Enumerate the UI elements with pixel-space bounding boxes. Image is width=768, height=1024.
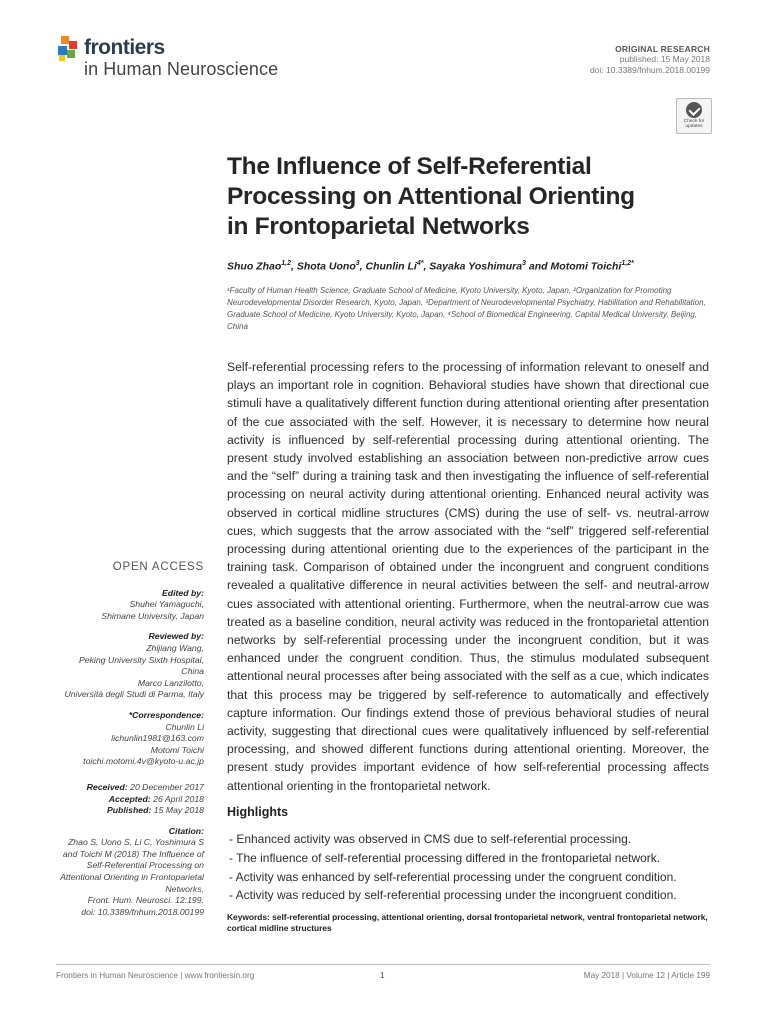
title-line: The Influence of Self-Referential	[227, 153, 592, 180]
citation-line: Attentional Orienting in Frontoparietal	[60, 872, 204, 883]
accepted-value: 26 April 2018	[153, 793, 204, 804]
footer-issue-info: May 2018 | Volume 12 | Article 199	[583, 971, 710, 980]
author-sup: 1,2*	[621, 260, 634, 267]
correspondent-name: Chunlin Li	[165, 721, 204, 732]
citation-line: Zhao S, Uono S, Li C, Yoshimura S	[67, 837, 204, 848]
highlights-heading: Highlights	[227, 805, 289, 819]
article-meta	[450, 44, 710, 76]
author-sep: and	[526, 260, 551, 273]
author-name[interactable]: Sayaka Yoshimura	[429, 260, 523, 273]
citation-doi-link[interactable]: doi: 10.3389/fnhum.2018.00199	[81, 906, 204, 917]
frontiers-logo-icon	[56, 36, 82, 62]
highlight-item: - Enhanced activity was observed in CMS due to self-referential processing.	[229, 832, 632, 846]
author-name[interactable]: Motomi Toichi	[550, 260, 622, 273]
accepted-date	[40, 794, 204, 806]
doi-link[interactable]: doi: 10.3389/fnhum.2018.00199	[589, 65, 710, 75]
logo-journal-text: in Human Neuroscience	[84, 59, 279, 79]
published-value: 15 May 2018	[153, 805, 204, 816]
correspondent-name: Motomi Toichi	[150, 744, 204, 755]
author-sup: 3	[522, 260, 527, 267]
title-line: in Frontoparietal Networks	[227, 213, 530, 240]
citation-line: Networks.	[165, 883, 204, 894]
abstract-text: Self-referential processing refers to the processing of information relevant to oneself and plays an important role in cognition. Behavioral studies have shown that directional cue stimuli have a qualitatively different function during attentional orienting after presentation of the cue associated with the self. However, it is necessary to determine how neural activity is influenced by self-referential processing during attentional orienting. The present study involved establishing an association between non-predictive arrow cues and the “self” during a training task and then investigating the influence of self-referential processing on neural activity during attentional orienting. Enhanced neural activity was observed in cortical midline structures (CMS) during the use of self- vs. neutral-arrow cues, which suggests that the arrow associated with the “self” triggered self-referential processing during attentional orienting due to the experiences of the participant in the training task. Comparison of obtained under the incongruent and congruent conditions revealed a qualitative difference in neural activities between the self- and neutral-arrow cues associated with attentional orienting. Furthermore, when the neutral-arrow cue was treated as a baseline condition, neural activity was reduced in the frontoparietal attention networks by self-referential processing under the incongruent condition, but it was enhanced under the congruent condition. Thus, the stimulus modulated subsequent attentional neural processes after being associated with the self as a cue, which indicates that this process may be triggered by self-reference to automatically and effectively capture information. Our findings extend those of previous behavioral studies of neural activity, suggesting that directional cues were qualitatively influenced by self-referential processing, and showed different functions during attentional orienting. Moreover, the present study provides important evidence of how self-referential processing affects attentional orienting in the frontoparietal network.	[227, 360, 709, 793]
footer-divider	[56, 964, 710, 965]
author-name[interactable]: Shuo Zhao	[227, 260, 282, 273]
highlight-item: - Activity was enhanced by self-referential processing under the congruent condition.	[229, 869, 677, 884]
article-sidebar	[40, 562, 204, 918]
editor-name: Shuhei Yamaguchi,	[129, 599, 204, 610]
affiliations: ¹Faculty of Human Health Science, Graduate School of Medicine, Kyoto University, Kyoto, Japan, ²Organization for Promoting Neurodevelopmental Disorder Research, Kyoto, Japan, ³Department of Neurodevelopmental Psychiatry, Habilitation and Rehabilitation, Graduate School of Medicine, Kyoto University, Kyoto, Japan, ⁴School of Biomedical Engineering, Capital Medical University, Beijing, China	[227, 286, 706, 331]
journal-logo	[56, 34, 296, 84]
badge-label-1: Check for	[683, 119, 705, 124]
received-value: 20 December 2017	[130, 781, 204, 792]
keywords: Keywords: self-referential processing, attentional orienting, dorsal frontoparietal network, ventral frontoparietal network, cortical midline structures	[227, 912, 708, 933]
reviewer-name: Marco Lanzilotto,	[137, 677, 204, 688]
reviewer-affiliation: China	[181, 666, 204, 677]
editor-affiliation: Shimane University, Japan	[101, 610, 204, 621]
citation-line: Front. Hum. Neurosci. 12:199.	[87, 895, 204, 906]
title-line: Processing on Attentional Orienting	[227, 183, 635, 210]
article-type: ORIGINAL RESEARCH	[615, 44, 710, 54]
article-title	[227, 152, 717, 242]
correspondence-label: *Correspondence:	[128, 709, 204, 720]
published-date: published: 15 May 2018	[619, 54, 710, 64]
author-name[interactable]: Chunlin Li	[365, 260, 417, 273]
check-for-updates-button[interactable]	[676, 98, 712, 134]
reviewer-name: Zhijiang Wang,	[146, 642, 204, 653]
author-sep: ,	[423, 260, 430, 273]
open-access-label: OPEN ACCESS	[112, 561, 204, 573]
highlights-list	[229, 830, 719, 905]
received-date	[40, 782, 204, 794]
checkmark-icon	[686, 102, 702, 118]
citation-label: Citation:	[168, 825, 204, 836]
footer-journal-link[interactable]: Frontiers in Human Neuroscience | www.frontiersin.org	[56, 971, 255, 980]
reviewer-affiliation: Peking University Sixth Hospital,	[78, 654, 204, 665]
reviewer-affiliation: Università degli Studi di Parma, Italy	[64, 689, 204, 700]
author-name[interactable]: Shota Uono	[296, 260, 356, 273]
published-date-sidebar	[40, 805, 204, 817]
highlight-item: - The influence of self-referential processing differed in the frontoparietal network.	[229, 850, 661, 865]
citation-line: Self-Referential Processing on	[86, 860, 204, 871]
correspondent-email-link[interactable]: toichi.motomi.4v@kyoto-u.ac.jp	[83, 756, 204, 767]
received-label: Received:	[86, 781, 128, 792]
author-sep: ,	[290, 260, 297, 273]
correspondent-email-link[interactable]: lichunlin1981@163.com	[111, 733, 204, 744]
published-label: Published:	[106, 805, 152, 816]
author-sep: ,	[359, 260, 366, 273]
author-sup: 4*	[416, 260, 424, 267]
highlight-item: - Activity was reduced by self-referential processing under the incongruent condition.	[229, 888, 677, 903]
logo-brand-text: frontiers	[84, 36, 165, 59]
page-number: 1	[380, 971, 385, 980]
author-sup: 1,2	[281, 260, 291, 267]
reviewed-by-label: Reviewed by:	[148, 631, 204, 642]
edited-by-label: Edited by:	[162, 587, 204, 598]
author-list	[227, 260, 727, 273]
badge-label-2: updates	[685, 124, 703, 129]
citation-line: and Toichi M (2018) The Influence of	[62, 848, 204, 859]
author-sup: 3	[355, 260, 360, 267]
accepted-label: Accepted:	[108, 793, 151, 804]
